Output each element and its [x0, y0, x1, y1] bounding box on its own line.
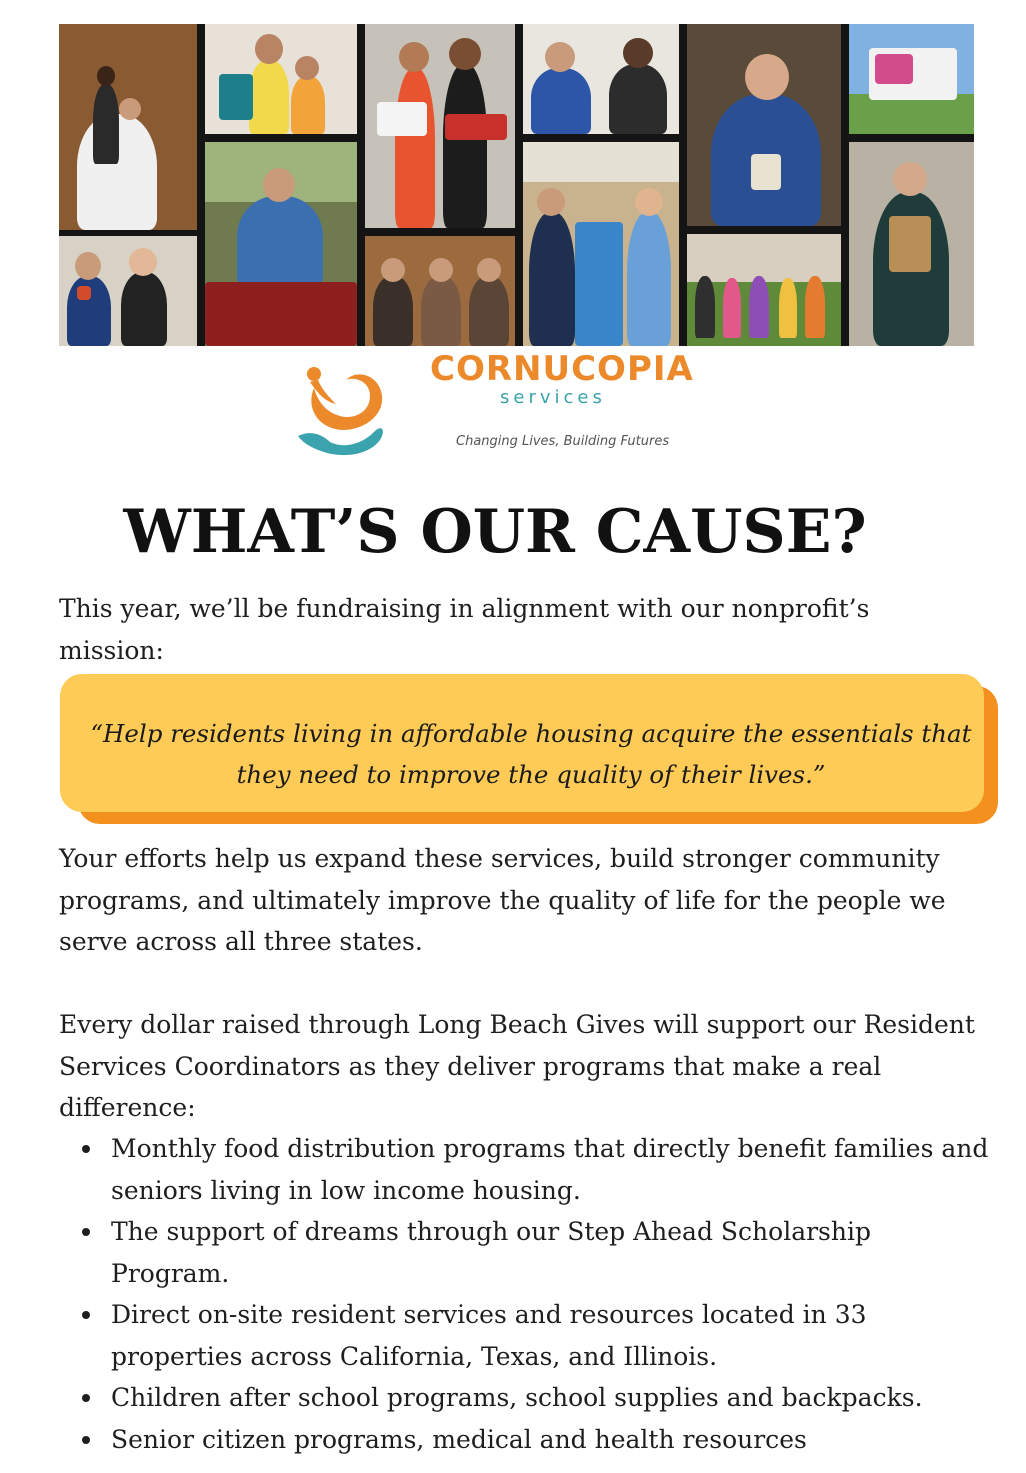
cornucopia-logo-icon	[296, 358, 390, 458]
collage-photo-blood-pressure	[523, 24, 679, 134]
collage-photo-haircut	[59, 24, 197, 230]
collage-photo-girls-backpack	[205, 24, 357, 134]
collage-photo-boys-snacks	[59, 236, 197, 346]
photo-collage	[59, 24, 974, 346]
list-item: Direct on-site resident services and resources located in 33 properties across California, Texas, and Illinois.	[111, 1294, 991, 1377]
collage-photo-kids-gifts	[365, 24, 515, 228]
program-list	[111, 1128, 991, 1460]
list-item: Children after school programs, school supplies and backpacks.	[111, 1377, 991, 1419]
list-item: Monthly food distribution programs that directly benefit families and seniors living in low income housing.	[111, 1128, 991, 1211]
collage-photo-van	[849, 24, 974, 134]
brand-subtitle: services	[500, 387, 606, 408]
support-paragraph: Every dollar raised through Long Beach Gives will support our Resident Services Coordinators as they deliver programs that make a real difference:	[59, 1010, 975, 1122]
brand-name: CORNUCOPIA	[430, 349, 694, 389]
collage-photo-apples	[205, 142, 357, 346]
list-item: Senior citizen programs, medical and health resources	[111, 1419, 991, 1461]
collage-photo-senior-women	[365, 236, 515, 346]
intro-paragraph: This year, we’ll be fundraising in alignment with our nonprofit’s mission:	[59, 594, 870, 665]
impact-paragraph: Your efforts help us expand these services, build stronger community programs, and ultimately improve the quality of life for the people we serve across all three states.	[59, 844, 946, 956]
collage-photo-senior-man	[687, 24, 841, 226]
collage-photo-kids-party	[687, 234, 841, 346]
list-item: The support of dreams through our Step Ahead Scholarship Program.	[111, 1211, 991, 1294]
collage-photo-grocery-bag	[849, 142, 974, 346]
page-title: WHAT’S OUR CAUSE?	[123, 497, 867, 567]
collage-photo-fans-donation	[523, 142, 679, 346]
brand-tagline: Changing Lives, Building Futures	[456, 434, 670, 449]
mission-quote: “Help residents living in affordable housing acquire the essentials that they need to improve the quality of their lives.”	[90, 719, 972, 789]
